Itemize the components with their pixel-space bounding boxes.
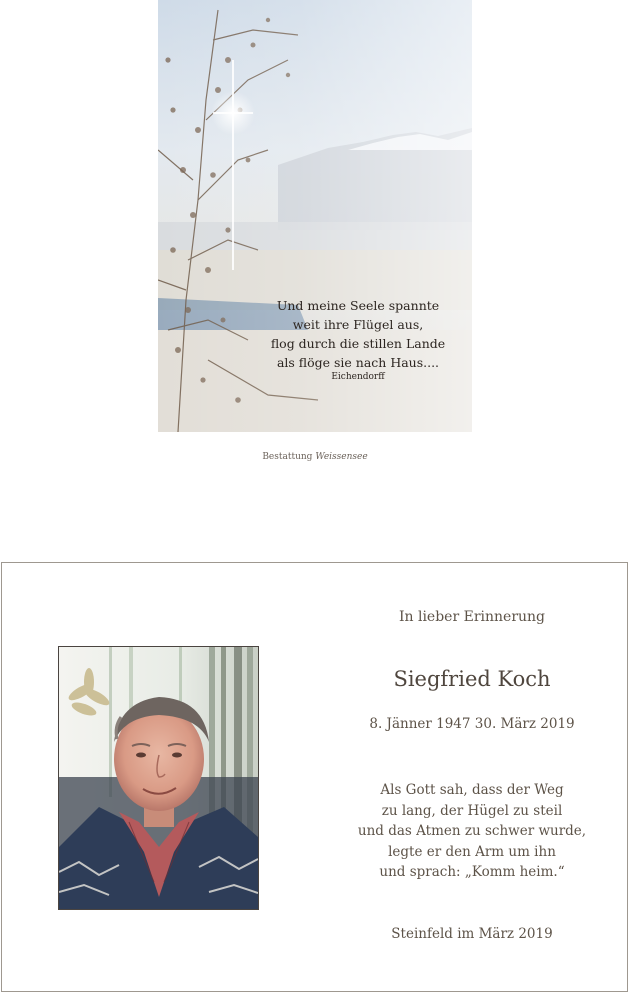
life-dates: 8. Jänner 1947 30. März 2019 — [369, 716, 575, 732]
imprint-place: Weissensee — [315, 452, 368, 462]
front-card — [158, 0, 472, 432]
poem — [258, 296, 458, 383]
funeral-home-imprint — [158, 452, 472, 462]
poem-line: als flöge sie nach Haus.... — [276, 355, 440, 370]
deceased-name: Siegfried Koch — [393, 667, 551, 691]
imprint-company: Bestattung — [262, 452, 313, 462]
verse-line: legte er den Arm um ihn — [388, 843, 556, 860]
verse-line: Als Gott sah, dass der Weg — [380, 782, 564, 798]
verse-line: zu lang, der Hügel zu steil — [381, 802, 563, 819]
place-and-date: Steinfeld im März 2019 — [391, 926, 553, 942]
verse-line: und das Atmen zu schwer wurde, — [357, 823, 587, 839]
memorial-heading: In lieber Erinnerung — [398, 609, 546, 625]
poem-line: weit ihre Flügel aus, — [292, 317, 424, 332]
poem-line: flog durch die stillen Lande — [270, 336, 446, 351]
portrait-image — [59, 647, 258, 909]
poem-author: Eichendorff — [331, 372, 385, 382]
inner-card — [1, 562, 628, 992]
memorial-verse — [332, 780, 612, 883]
portrait-photo — [58, 646, 259, 910]
poem-line: Und meine Seele spannte — [276, 298, 440, 313]
verse-line: und sprach: „Komm heim.“ — [379, 864, 565, 880]
